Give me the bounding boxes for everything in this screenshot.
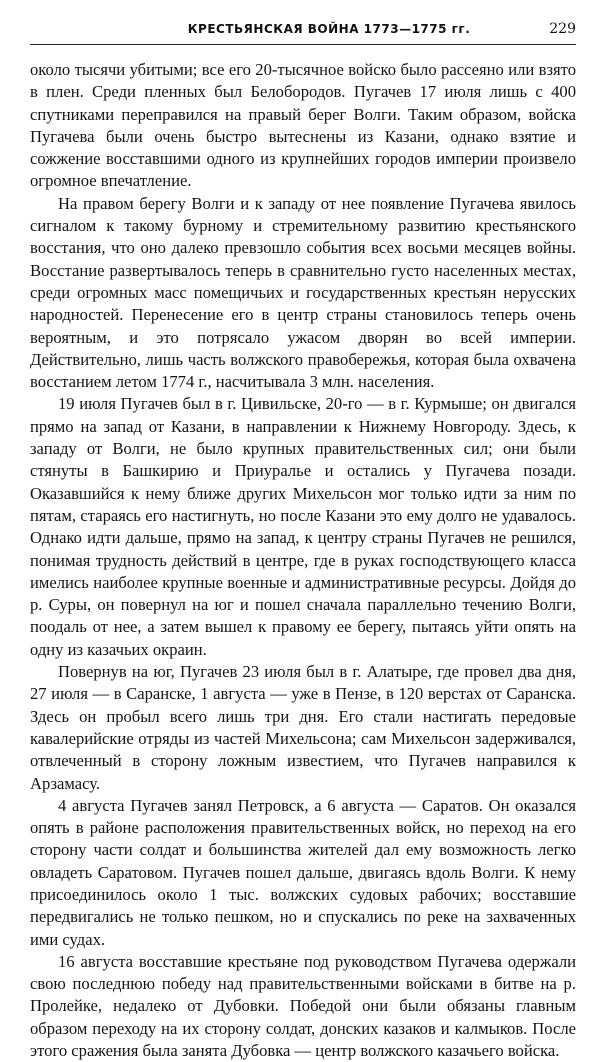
paragraph-4: Повернув на юг, Пугачев 23 июля был в г. Алатыре, где провел два дня, 27 июля — в Саранске, 1 августа — уже в Пензе, в 120 верстах от Саранска. Здесь он пробыл всего лишь три дня. Его стали настигать передовые кавалерийские отряды из частей Михельсона; сам Михельсон задерживался, отвлеченный в сторону ложным известием, что Пугачев направился к Арзамасу. xyxy=(30,662,576,793)
body-text xyxy=(30,59,576,1062)
paragraph-5: 4 августа Пугачев занял Петровск, а 6 августа — Саратов. Он оказался опять в районе расположения правительственных войск, но переход на его сторону части солдат и большинства жителей дал ему возможность легко овладеть Саратовом. Пугачев пошел дальше, двигаясь вдоль Волги. К нему присоединилось около 1 тыс. волжских судовых рабочих; восставшие передвигались не только пешком, но и спускались по реке на захваченных ими судах. xyxy=(30,795,576,949)
paragraph-2: На правом берегу Волги и к западу от нее появление Пугачева явилось сигналом к такому бурному и стремительному развитию крестьянского восстания, что оно далеко превзошло события всех восьми месяцев войны. Восстание развертывалось теперь в сравнительно густо населенных местах, среди огромных масс помещичьих и государственных крестьян нерусских народностей. Перенесение его в центр страны становилось теперь очень вероятным, и это потрясало ужасом дворян во всей империи. Действительно, лишь часть волжского правобережья, которая была охвачена восстанием летом 1774 г., насчитывала 3 млн. населения. xyxy=(30,193,576,392)
running-header xyxy=(30,0,576,45)
paragraph-1: около тысячи убитыми; все его 20-тысячное войско было рассеяно или взято в плен. Среди пленных был Белобородов. Пугачев 17 июля лишь с 400 спутниками переправился на правый берег Волги. Таким образом, войска Пугачева были очень быстро вытеснены из Казани, однако взятие и сожжение восставшими одного из крупнейших городов империи произвело огромное впечатление. xyxy=(30,60,576,191)
running-title: КРЕСТЬЯНСКАЯ ВОЙНА 1773—1775 гг. xyxy=(187,22,471,36)
paragraph-3: 19 июля Пугачев был в г. Цивильске, 20-го — в г. Курмыше; он двигался прямо на запад от Казани, в направлении к Нижнему Новгороду. Здесь, к западу от Волги, не было крупных правительственных сил; они были стянуты в Башкирию и Приуралье и остались у Пугачева позади. Оказавшийся к нему ближе других Михельсон мог только идти за ним по пятам, стараясь его настигнуть, но после Казани это ему долго не удавалось. Однако идти дальше, прямо на запад, к центру страны Пугачев не решился, понимая трудность действий в центре, где в руках господствующего класса имелись наиболее крупные военные и административные ресурсы. Дойдя до р. Суры, он повернул на юг и пошел сначала параллельно течению Волги, поодаль от нее, а затем вышел к правому ее берегу, пытаясь уйти опять на одну из казачьих окраин. xyxy=(30,394,576,659)
paragraph-6: 16 августа восставшие крестьяне под руководством Пугачева одержали свою последнюю победу над правительственными войсками в битве на р. Пролейке, недалеко от Дубовки. Победой они были обязаны главным образом переходу на их сторону солдат, донских казаков и калмыков. После этого сражения была занята Дубовка — центр волжского казачьего войска. xyxy=(30,951,576,1061)
page-number: 229 xyxy=(549,21,576,37)
